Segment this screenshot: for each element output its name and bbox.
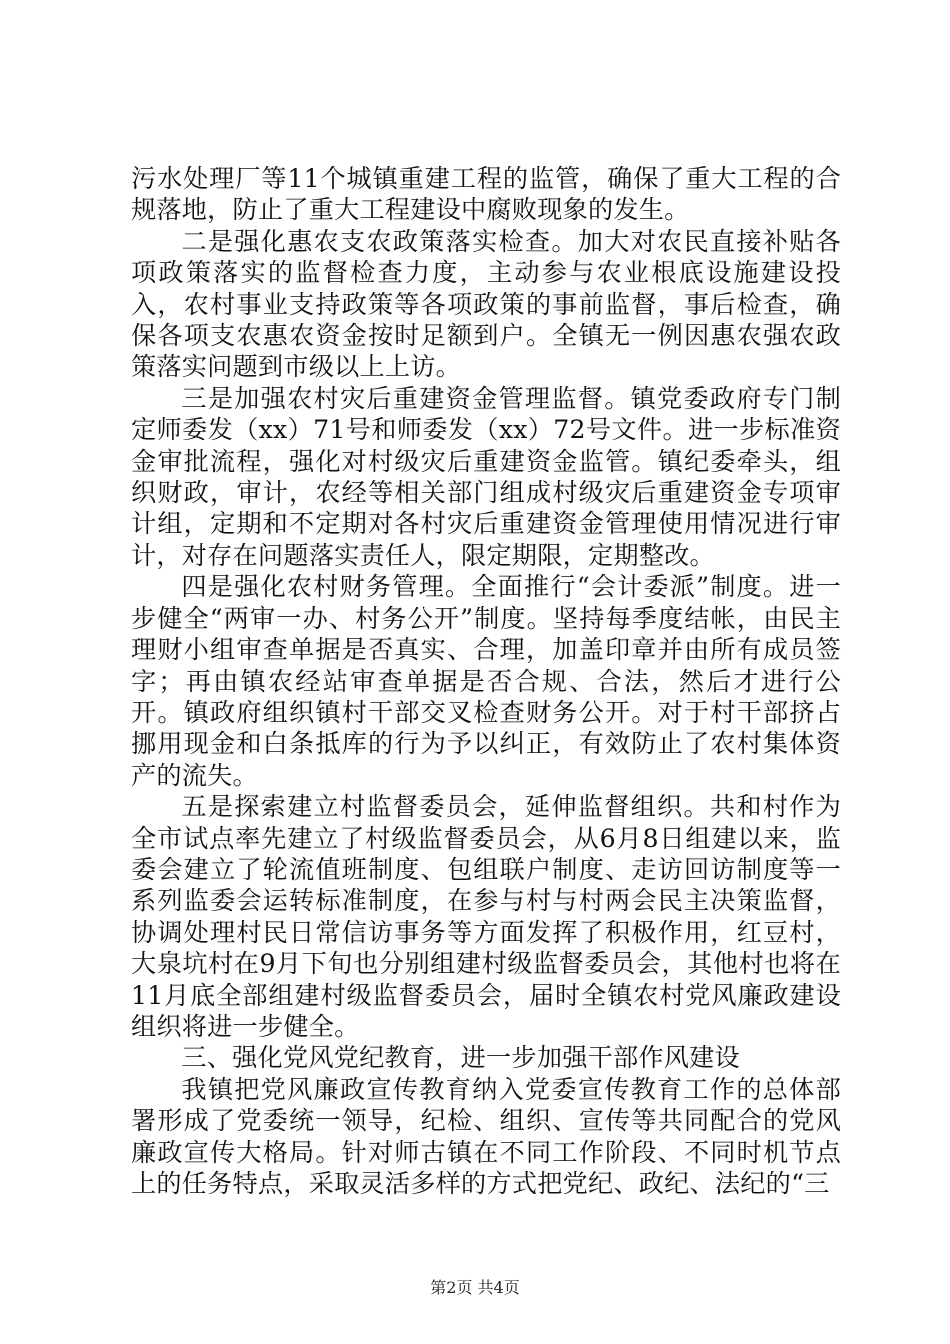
section-heading: 三、强化党风党纪教育，进一步加强干部作风建设 (181, 1043, 740, 1073)
paragraph-item-three: 三是加强农村灾后重建资金管理监督。镇党委政府专门制定师委发（xx）71号和师委发（xx）72号文件。进一步标准资金审批流程，强化对村级灾后重建资金监管。镇纪委牵头，组织财政，审计，农经等相关部门组成村级灾后重建资金专项审计组，定期和不定期对各村灾后重建资金管理使用情况进行审计，对存在问题落实责任人，限定期限，定期整改。 (131, 383, 841, 570)
page-footer: 第2页 共4页 (430, 1278, 520, 1297)
paragraph-continued: 污水处理厂等11个城镇重建工程的监管，确保了重大工程的合规落地，防止了重大工程建设中腐败现象的发生。 (131, 164, 841, 225)
paragraph-item-five: 五是探索建立村监督委员会，延伸监督组织。共和村作为全市试点率先建立了村级监督委员会，从6月8日组建以来，监委会建立了轮流值班制度、包组联户制度、走访回访制度等一系列监委会运转标准制度，在参与村与村两会民主决策监督，协调处理村民日常信访事务等方面发挥了积极作用，红豆村，大泉坑村在9月下旬也分别组建村级监督委员会，其他村也将在11月底全部组建村级监督委员会，届时全镇农村党风廉政建设组织将进一步健全。 (131, 792, 841, 1041)
paragraph-item-two: 二是强化惠农支农政策落实检查。加大对农民直接补贴各项政策落实的监督检查力度，主动参与农业根底设施建设投入，农村事业支持政策等各项政策的事前监督，事后检查，确保各项支农惠农资金按时足额到户。全镇无一例因惠农强农政策落实问题到市级以上上访。 (131, 226, 841, 382)
paragraph-section-intro: 我镇把党风廉政宣传教育纳入党委宣传教育工作的总体部署形成了党委统一领导，纪检、组织、宣传等共同配合的党风廉政宣传大格局。针对师古镇在不同工作阶段、不同时机节点上的任务特点，采取灵活多样的方式把党纪、政纪、法纪的“三 (131, 1074, 841, 1198)
paragraph-item-four: 四是强化农村财务管理。全面推行“会计委派”制度。进一步健全“两审一办、村务公开”制度。坚持每季度结帐，由民主理财小组审查单据是否真实、合理，加盖印章并由所有成员签字；再由镇农经站审查单据是否合规、合法，然后才进行公开。镇政府组织镇村干部交叉检查财务公开。对于村干部挤占挪用现金和白条抵库的行为予以纠正，有效防止了农村集体资产的流失。 (131, 572, 841, 790)
document-body (131, 163, 841, 1199)
